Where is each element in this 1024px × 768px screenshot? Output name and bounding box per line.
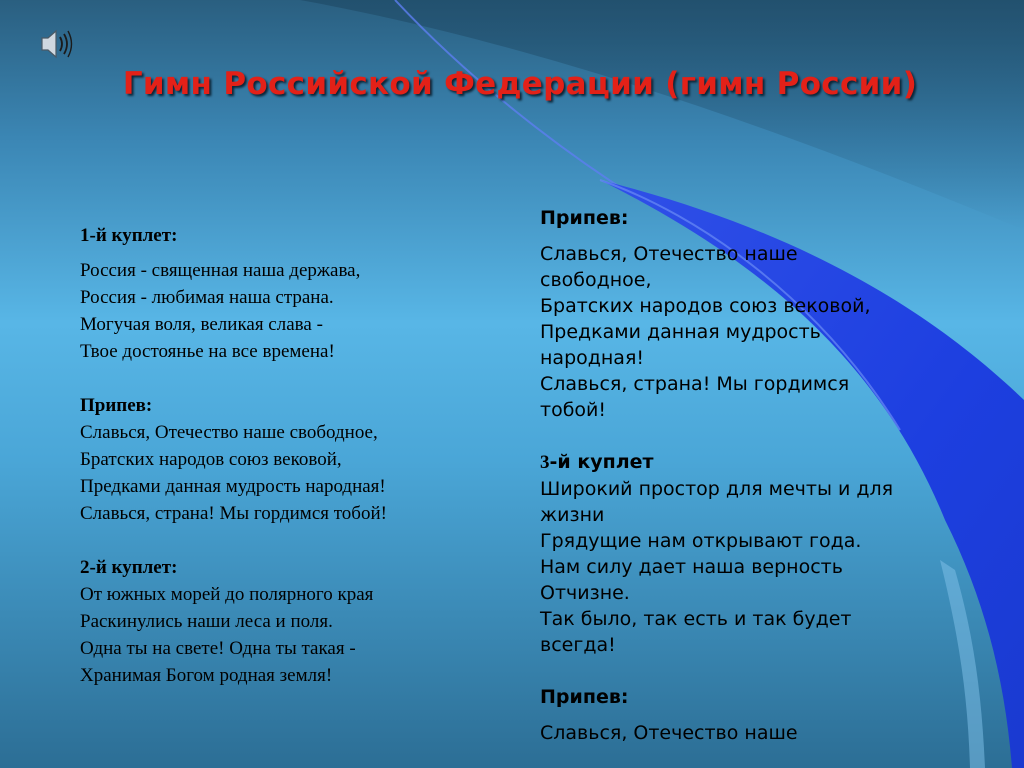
spacer: [540, 658, 990, 684]
spacer: [80, 527, 500, 554]
verse1-line: Могучая воля, великая слава -: [80, 314, 323, 335]
chorus-line: Славься, страна! Мы гордимся: [540, 373, 850, 395]
chorus-line: Братских народов союз вековой,: [80, 449, 342, 470]
chorus-line: Славься, Отечество наше: [540, 243, 798, 265]
speaker-sound-icon[interactable]: [38, 26, 78, 62]
chorus-line: Предками данная мудрость народная!: [80, 476, 386, 497]
verse3-line: Отчизне.: [540, 582, 630, 604]
chorus-heading: Припев:: [540, 207, 629, 229]
verse2-line: Раскинулись наши леса и поля.: [80, 611, 333, 632]
chorus-line: народная!: [540, 347, 644, 369]
verse3-line: жизни: [540, 504, 605, 526]
right-column: [540, 205, 990, 746]
spacer: [80, 365, 500, 392]
verse3-line: Широкий простор для мечты и для: [540, 478, 894, 500]
verse2-line: Хранимая Богом родная земля!: [80, 665, 333, 686]
speaker-sound-icon-graphic: [38, 26, 78, 62]
verse1-line: Россия - священная наша держава,: [80, 260, 361, 281]
chorus-line: Славься, Отечество наше: [540, 722, 798, 744]
verse3-line: Так было, так есть и так будет: [540, 608, 852, 630]
verse1-line: Твое достоянье на все времена!: [80, 341, 335, 362]
verse1-heading: 1-й куплет:: [80, 225, 178, 246]
chorus-heading: Припев:: [80, 395, 153, 416]
verse2-heading: 2-й куплет:: [80, 557, 178, 578]
verse3-heading-number: 3: [540, 452, 550, 473]
verse2-line: От южных морей до полярного края: [80, 584, 374, 605]
page-title: Гимн Российской Федерации (гимн России): [122, 66, 918, 102]
chorus-line: Славься, Отечество наше свободное,: [80, 422, 378, 443]
verse3-line: всегда!: [540, 634, 616, 656]
verse1-line: Россия - любимая наша страна.: [80, 287, 334, 308]
chorus-line: Братских народов союз вековой,: [540, 295, 871, 317]
chorus-line: Славься, страна! Мы гордимся тобой!: [80, 503, 387, 524]
verse3-line: Грядущие нам открывают года.: [540, 530, 862, 552]
verse3-heading: [540, 449, 990, 476]
chorus-line: Предками данная мудрость: [540, 321, 821, 343]
chorus-line: свободное,: [540, 269, 652, 291]
chorus-line: тобой!: [540, 399, 606, 421]
verse3-heading-text: -й куплет: [549, 451, 654, 473]
chorus-heading: Припев:: [540, 686, 629, 708]
verse2-line: Одна ты на свете! Одна ты такая -: [80, 638, 356, 659]
verse3-line: Нам силу дает наша верность: [540, 556, 843, 578]
left-column: [80, 222, 500, 689]
spacer: [540, 423, 990, 449]
